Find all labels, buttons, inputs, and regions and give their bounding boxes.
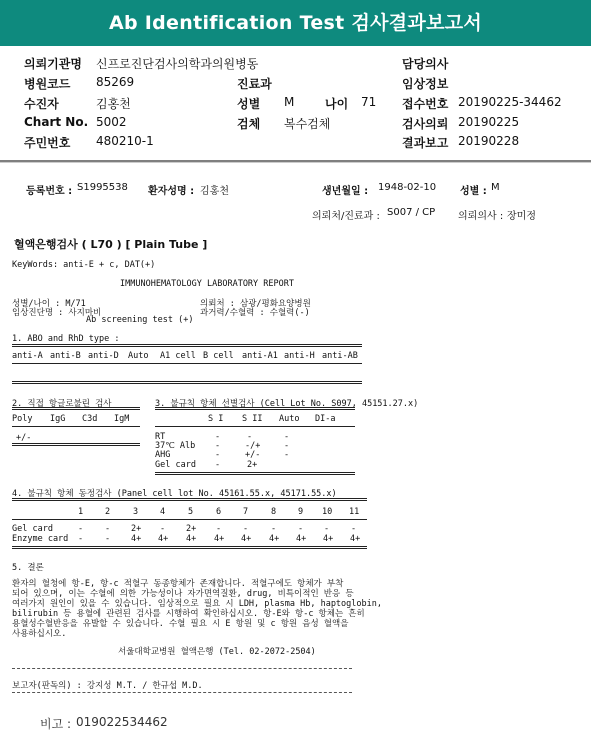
transfusion: 과거력/수혈력 : 수혈력(-)	[200, 308, 310, 318]
doctor-label: 담당의사	[402, 57, 449, 71]
sec4-cell: 4+	[269, 534, 280, 544]
conclusion-line: 여러가지 원인이 있을 수 있습니다. 임상적으로 필요 시 LDH, plasma Hb, haptoglobin,	[12, 599, 382, 609]
report-name: IMMUNOHEMATOLOGY LABORATORY REPORT	[120, 279, 294, 289]
sec4-col: 11	[349, 507, 360, 517]
chart-label: Chart No.	[24, 115, 89, 129]
sec4-cell: -	[324, 524, 330, 534]
sec1-col: anti-A1	[242, 351, 278, 361]
conclusion-line: 용혈성수혈반응을 유발할 수 있습니다. 수혈 필요 시 E 항원 및 c 항원 음성 혈액을	[12, 619, 349, 629]
signoff-rule-bottom	[12, 692, 352, 693]
sec1-col: Auto	[128, 351, 149, 361]
conclusion-line: bilirubin 등 용혈에 관련된 검사를 시행하여 확인하십시오. 항-E와 항-c 항체는 흔히	[12, 609, 365, 619]
age-label: 나이	[325, 97, 349, 111]
sec3-cell: -	[215, 441, 221, 451]
ref-place: 의뢰처 : 삼광/평화요양병원	[200, 299, 311, 309]
pname-value: 김홍천	[200, 186, 229, 197]
dept-label: 진료과	[237, 77, 272, 91]
conclusion-line: 사용하십시오.	[12, 629, 67, 639]
signoff-rule-top	[12, 668, 352, 669]
clinical-label: 임상정보	[402, 77, 449, 91]
sec4-cell: 2+	[186, 524, 197, 534]
sec3-rule-top	[155, 407, 355, 410]
sheet-sex-value: M	[491, 182, 500, 193]
sec1-col: B cell	[203, 351, 234, 361]
sec1-col: anti-AB	[322, 351, 358, 361]
sec4-cell: -	[78, 524, 84, 534]
patient-value: 김홍천	[96, 97, 131, 111]
sec1-rule-bottom	[12, 381, 362, 384]
sec4-col: 5	[188, 507, 194, 517]
sec3-col: S II	[242, 414, 263, 424]
sec4-cell: 4+	[323, 534, 334, 544]
reg-value: S1995538	[77, 182, 128, 193]
sec4-cell: -	[105, 524, 111, 534]
sec4-cell: 4+	[131, 534, 142, 544]
signoff: 서울대학교병원 혈액은행 (Tel. 02-2072-2504)	[118, 647, 316, 657]
sec3-cell: -/+	[245, 441, 261, 451]
age-value: 71	[361, 95, 377, 109]
sec1-col: anti-A	[12, 351, 43, 361]
sec4-cell: 4+	[241, 534, 252, 544]
sec4-col: 7	[243, 507, 249, 517]
rrn-value: 480210-1	[96, 134, 154, 148]
sec3-rule-mid	[155, 426, 355, 427]
sec4-cell: -	[105, 534, 111, 544]
sec3-cell: 2+	[247, 460, 258, 470]
sex-value: M	[284, 95, 295, 109]
sec4-row-name: Gel card	[12, 524, 53, 534]
dob-value: 1948-02-10	[378, 182, 437, 193]
request-label: 검사의뢰	[402, 117, 449, 131]
sec4-title: 4. 불규칙 항체 동정검사 (Panel cell lot No. 45161.55.x, 45171.55.x)	[12, 489, 337, 499]
sec4-cell: -	[243, 524, 249, 534]
sec3-cell: -	[284, 441, 290, 451]
sec2-rule-bottom	[12, 443, 140, 446]
sec3-row-name: 37℃ Alb	[155, 441, 196, 451]
sec4-rule-mid	[12, 519, 367, 520]
sec5-title: 5. 결론	[12, 563, 44, 573]
reg-label: 등록번호 :	[26, 186, 73, 197]
sec4-cell: 2+	[131, 524, 142, 534]
sex-label: 성별	[237, 97, 261, 111]
sec2-col: IgM	[114, 414, 130, 424]
sec1-rule-mid	[12, 363, 362, 364]
request-value: 20190225	[458, 115, 520, 129]
sec4-cell: 4+	[186, 534, 197, 544]
result-label: 결과보고	[402, 136, 449, 150]
sec2-title: 2. 직접 항글로불린 검사	[12, 399, 112, 409]
screen-result: Ab screening test (+)	[86, 315, 194, 325]
sec1-title: 1. ABO and RhD type :	[12, 334, 120, 344]
patient-label: 수진자	[24, 97, 59, 111]
sec4-col: 3	[133, 507, 139, 517]
reporter: 보고자(판독의) : 강지성 M.T. / 한규섭 M.D.	[12, 681, 203, 691]
sec2-col: Poly	[12, 414, 33, 424]
report-title: Ab Identification Test 검사결과보고서	[0, 0, 591, 46]
remark-label: 비고 :	[40, 717, 72, 731]
sec1-col: A1 cell	[160, 351, 196, 361]
receipt-value: 20190225-34462	[458, 95, 562, 109]
ref-label: 의뢰처/진료과 :	[312, 211, 380, 222]
sex-age: 성별/나이 : M/71	[12, 299, 86, 309]
sec1-col: anti-D	[88, 351, 119, 361]
hospital-code-label: 병원코드	[24, 77, 71, 91]
sec3-col: Auto	[279, 414, 300, 424]
sec3-cell: -	[215, 450, 221, 460]
sec2-value: +/-	[16, 433, 32, 443]
institution-value: 신프로진단검사의학과의원병동	[96, 57, 259, 71]
sec2-rule-top	[12, 407, 140, 410]
test-title: 혈액은행검사 ( L70 ) [ Plain Tube ]	[14, 238, 208, 251]
sec2-rule-mid	[12, 426, 140, 427]
sec4-col: 6	[216, 507, 222, 517]
sec4-rule-bottom	[12, 546, 367, 549]
specimen-label: 검체	[237, 117, 261, 131]
sec4-cell: -	[298, 524, 304, 534]
sec4-col: 2	[105, 507, 111, 517]
sec3-title: 3. 불규칙 항체 선별검사 (Cell Lot No. S097, 45151.27.x)	[155, 399, 419, 409]
sec4-col: 9	[298, 507, 304, 517]
refdoc-label: 의뢰의사 :	[458, 211, 504, 222]
sec4-row-name: Enzyme card	[12, 534, 69, 544]
institution-label: 의뢰기관명	[24, 57, 82, 71]
chart-value: 5002	[96, 115, 127, 129]
conclusion-line: 되어 있으며, 이는 수혈에 의한 가능성이나 자가면역질환, drug, 비특이적인 반응 등	[12, 589, 354, 599]
sec3-cell: -	[284, 432, 290, 442]
sec3-row-name: AHG	[155, 450, 171, 460]
sec1-col: anti-B	[50, 351, 81, 361]
sec4-cell: -	[78, 534, 84, 544]
pname-label: 환자성명 :	[148, 186, 195, 197]
sec4-cell: 4+	[296, 534, 307, 544]
sec4-col: 10	[322, 507, 333, 517]
remark-value: 019022534462	[76, 715, 168, 729]
sec3-row-name: Gel card	[155, 460, 196, 470]
rrn-label: 주민번호	[24, 136, 71, 150]
specimen-value: 복수검체	[284, 117, 331, 131]
hospital-code-value: 85269	[96, 75, 135, 89]
sec4-cell: -	[351, 524, 357, 534]
sec2-col: IgG	[50, 414, 66, 424]
sec3-cell: +/-	[245, 450, 261, 460]
clin-dx: 임상진단명 : 사지마비	[12, 308, 102, 318]
sec4-cell: -	[216, 524, 222, 534]
sec4-rule-top	[12, 498, 367, 501]
keywords: KeyWords: anti-E + c, DAT(+)	[12, 260, 156, 270]
sec1-rule-top	[12, 344, 362, 347]
sec3-cell: -	[215, 432, 221, 442]
sheet-sex-label: 성별 :	[460, 186, 487, 197]
sec4-col: 1	[78, 507, 84, 517]
sec3-row-name: RT	[155, 432, 166, 442]
sec2-col: C3d	[82, 414, 98, 424]
sec4-cell: -	[160, 524, 166, 534]
sec4-col: 8	[271, 507, 277, 517]
sec3-col: DI-a	[315, 414, 336, 424]
receipt-label: 접수번호	[402, 97, 449, 111]
sec4-col: 4	[160, 507, 166, 517]
sec4-cell: 4+	[350, 534, 361, 544]
sec3-cell: -	[247, 432, 253, 442]
sec1-col: anti-H	[284, 351, 315, 361]
sec3-rule-bottom	[155, 472, 355, 475]
ref-value: S007 / CP	[387, 207, 436, 218]
sec4-cell: -	[271, 524, 277, 534]
sec3-cell: -	[284, 450, 290, 460]
sec3-col: S I	[208, 414, 224, 424]
sec4-cell: 4+	[214, 534, 225, 544]
sec3-cell: -	[215, 460, 221, 470]
conclusion-line: 환자의 혈청에 항-E, 항-c 적혈구 동종항체가 존재합니다. 적혈구에도 항체가 부착	[12, 579, 344, 589]
sec4-cell: 4+	[158, 534, 169, 544]
dob-label: 생년월일 :	[322, 186, 369, 197]
refdoc-value: 장미정	[507, 211, 536, 222]
result-value: 20190228	[458, 134, 520, 148]
